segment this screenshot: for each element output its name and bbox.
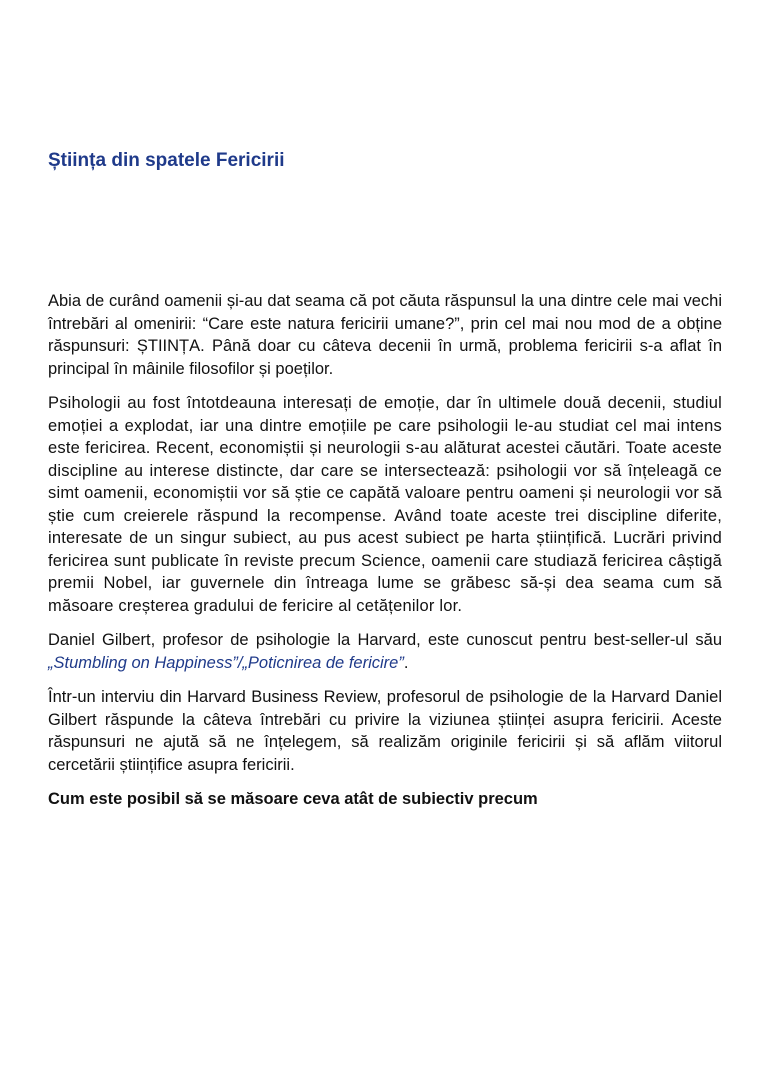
question-heading: Cum este posibil să se măsoare ceva atât de subiectiv precum — [48, 790, 538, 808]
gilbert-text: Daniel Gilbert, profesor de psihologie la Harvard, este cunoscut pentru best-seller-ul său — [48, 631, 722, 649]
page-title: Știința din spatele Fericirii — [48, 150, 285, 171]
gilbert-text-end: . — [403, 653, 409, 672]
book-title: „Stumbling on Happiness”/„Poticnirea de fericire” — [48, 653, 404, 672]
article-body — [48, 290, 722, 823]
paragraph-gilbert — [48, 629, 722, 674]
paragraph-psychologists: Psihologii au fost întotdeauna interesați de emoție, dar în ultimele două decenii, studiul emoției a explodat, iar una dintre emoțiile pe care psihologii le-au studiat cel mai intens este fericirea. Recent, economiștii și neurologii s-au alăturat acestei căutări. Toate aceste discipline au interese distincte, dar care se intersectează: psihologii vor să înțeleagă ce simt oamenii, economiștii vor să știe ce capătă valoare pentru oameni și neurologii vor să știe cum creierele răspund la recompense. Având toate aceste trei discipline diferite, interesate de un singur subiect, au pus acest subiect pe harta științifică. Lucrări privind fericirea sunt publicate în reviste precum Science, oamenii care studiază fericirea câștigă premii Nobel, iar guvernele din întreaga lume se grăbesc să-și dea seama cum să măsoare creșterea gradului de fericire al cetățenilor lor. — [48, 394, 722, 615]
paragraph-interview: Într-un interviu din Harvard Business Review, profesorul de psihologie de la Harvard Daniel Gilbert răspunde la câteva întrebări cu privire la viziunea științei asupra fericirii. Aceste răspunsuri ne ajută să ne înțelegem, să realizăm originile fericirii și să aflăm viitorul cercetării științifice asupra fericirii. — [48, 688, 722, 774]
paragraph-intro: Abia de curând oamenii și-au dat seama că pot căuta răspunsul la una dintre cele mai vechi întrebări al omenirii: “Care este natura fericirii umane?”, prin cel mai nou mod de a obține răspunsuri: ȘTIINȚA. Până doar cu câteva decenii în urmă, problema fericirii s-a aflat în principal în mâinile filosofilor și poeților. — [48, 292, 722, 378]
